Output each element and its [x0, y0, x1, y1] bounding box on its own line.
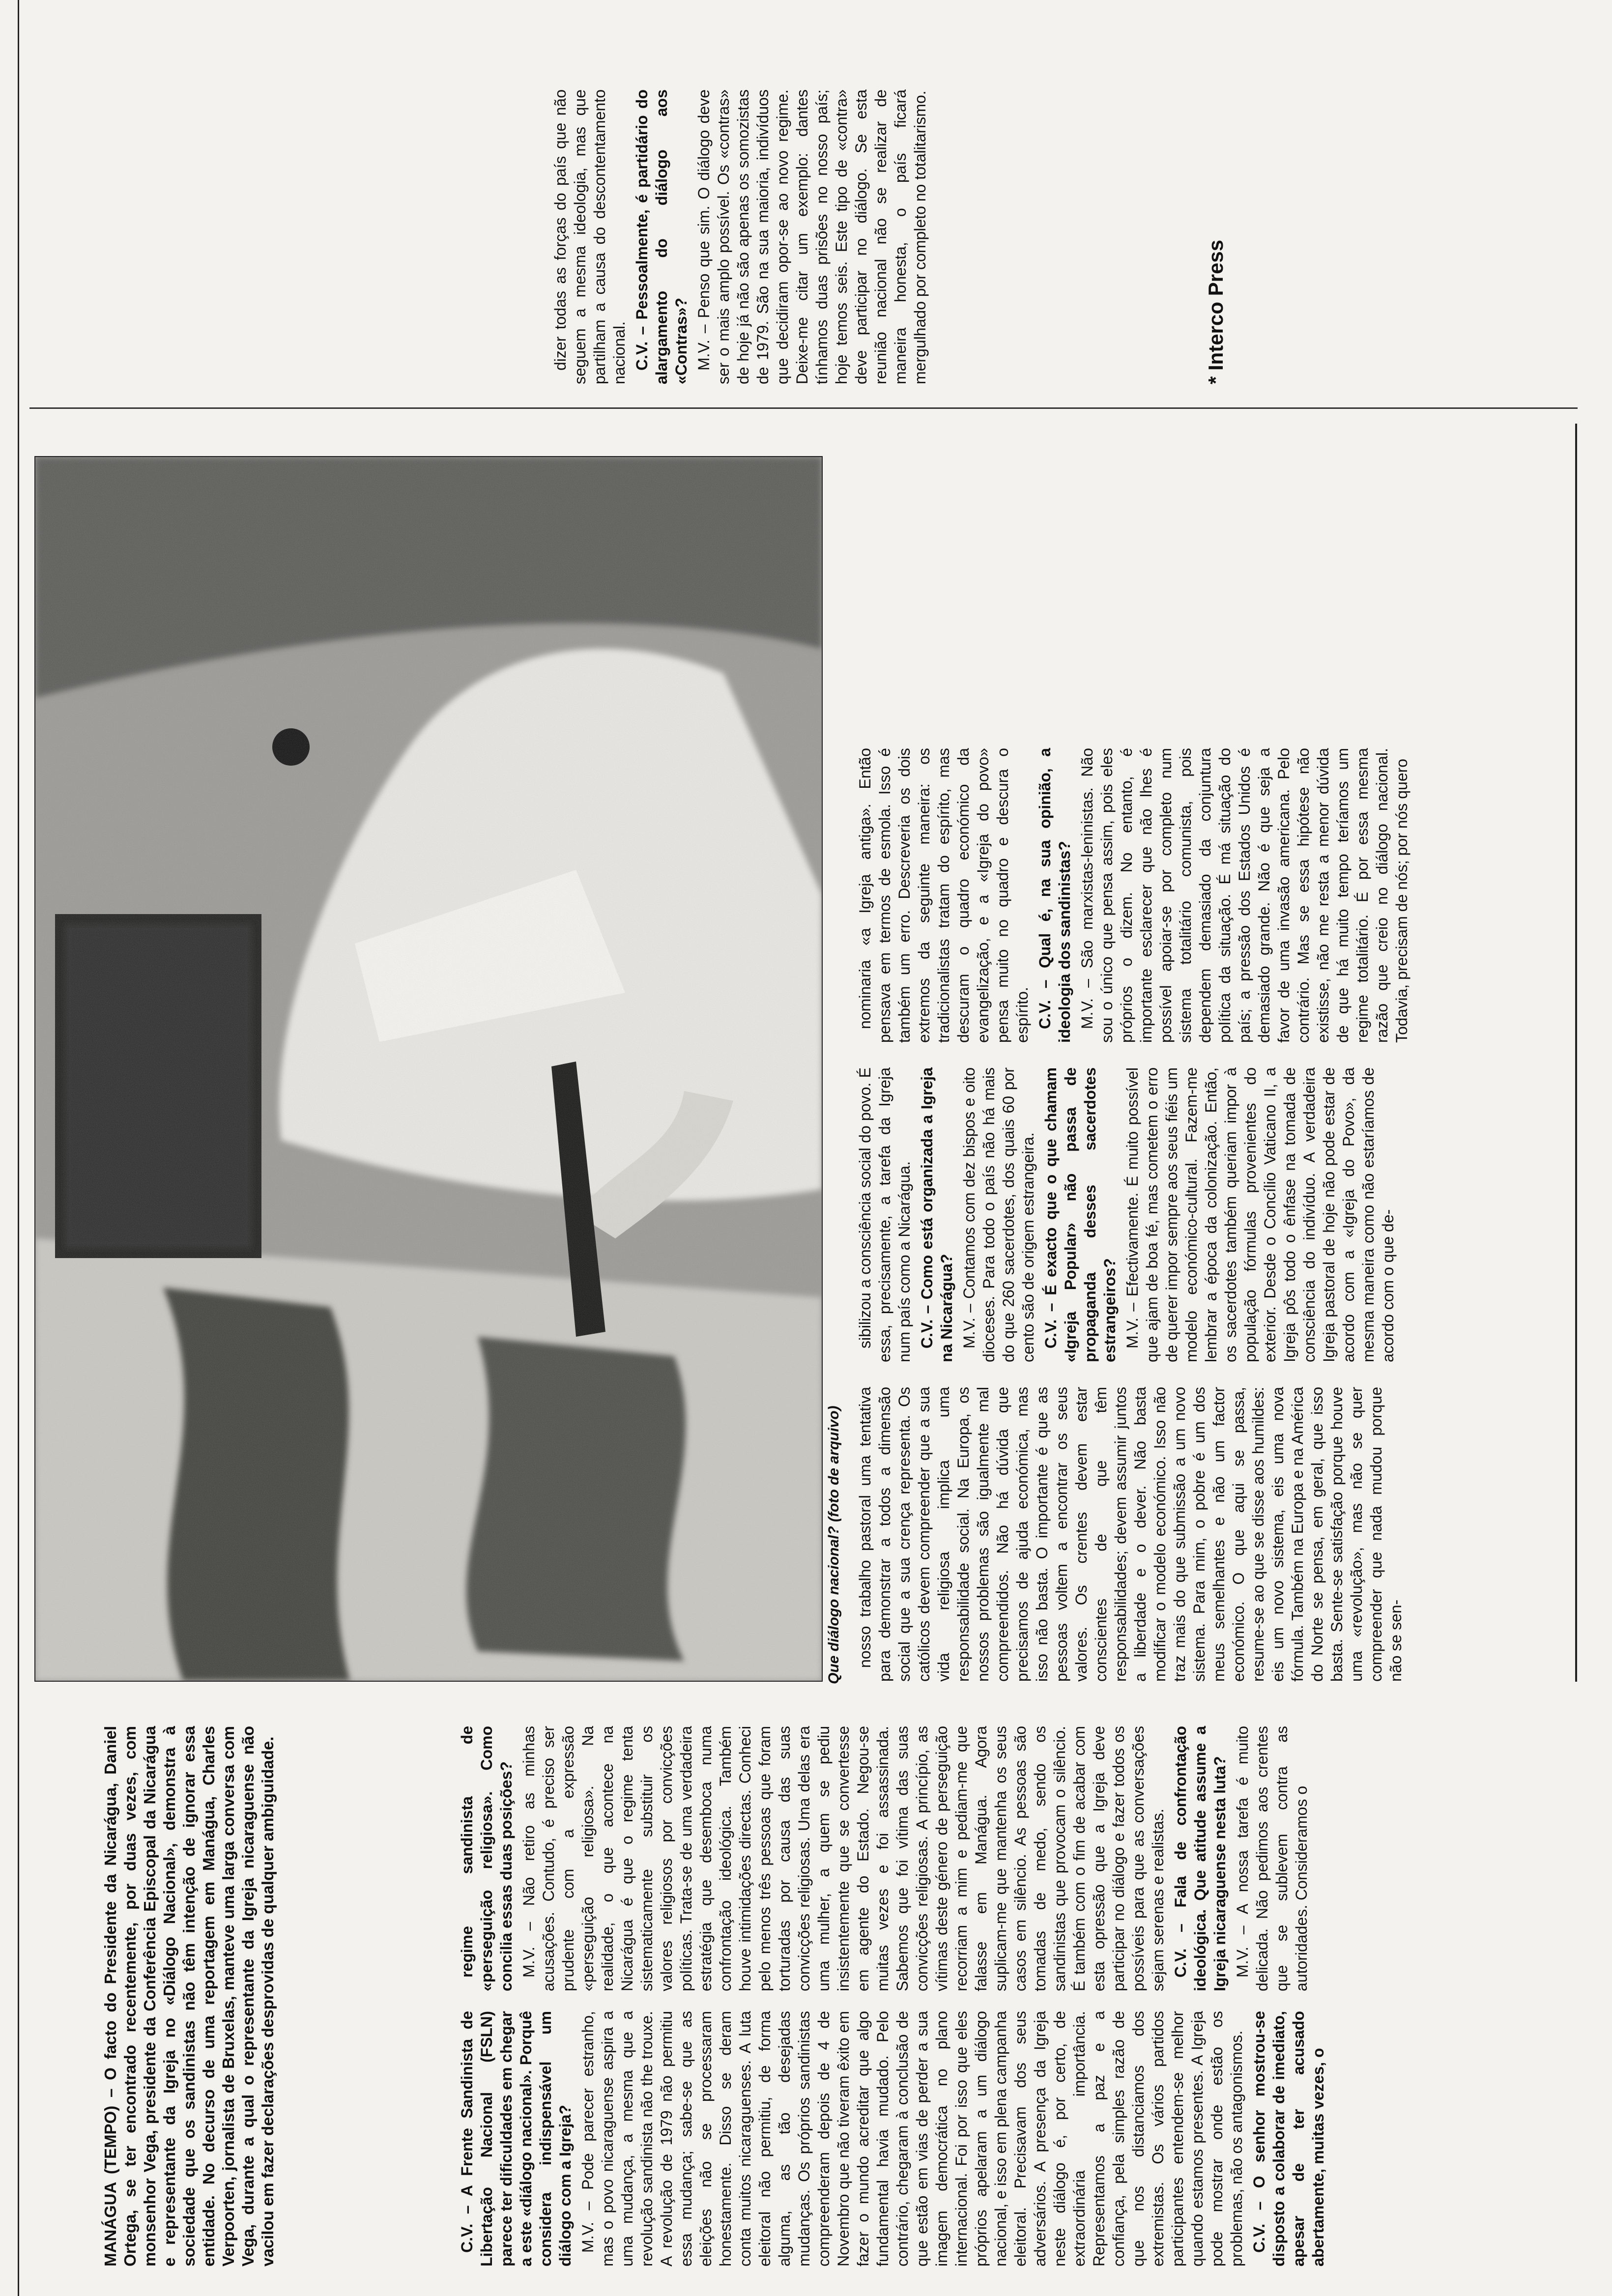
paragraph: M.V. – Não retiro as minhas acusações. Contudo, é preciso ser prudente com a expressão «perseguição religiosa». Na realidade, o que acontece na Nicarágua é que o regime tenta sistematicamente substituir os valores religiosos por convicções políticas. Trata-se de uma verdadeira estratégia que desemboca numa confrontação ideológica. Também houve intimidações directas. Conheci pelo menos três pessoas que foram torturadas por causa das suas convicções religiosas. Uma delas era uma mulher, a quem se pediu insistentemente que se convertesse em agente do Estado. Negou-se muitas vezes e foi assassinada. Sabemos que foi vítima das suas convicções religiosas. A princípio, as vítimas deste género de perseguição recorriam a mim e pediam-me que falasse em Manágua. Agora suplicam-me que mantenha os seus casos em silêncio. As pessoas são tomadas de medo, sendo os sandinistas que provocam o silêncio. É também com o fim de acabar com esta opressão que a Igreja deve participar no diálogo e fazer todos os possíveis para que as conversações sejam serenas e realistas.: [520, 1726, 1167, 1991]
paragraph: M.V. – Contamos com dez bispos e oito dioceses. Para todo o país não há mais do que 260 sacerdotes, dos quais 60 por cento são de origem estrangeira.: [960, 1067, 1037, 1362]
column-2: [457, 1726, 1314, 1991]
photo-illustration: [35, 457, 822, 1681]
paragraph: M.V. – São marxistas-leninistas. Não sou o único que pensa assim, pois eles próprios o dizem. No entanto, é importante esclarecer que não lhes é possível apoiar-se por completo num sistema totalitário comunista, pois dependem demasiado da conjuntura política da situação. É má situação do país; a pressão dos Estados Unidos é demasiado grande. Não é que seja a favor de uma invasão americana. Pelo contrário. Mas se essa hipótese não existisse, não me resta a menor dúvida de que há muito tempo teríamos um regime totalitário. É por essa mesma razão que creio no diálogo nacional. Todavia, precisam de nós; por nós quero: [1078, 748, 1410, 1043]
paragraph: C.V. – A Frente Sandinista de Libertação Nacional (FSLN) parece ter dificuldades em chegar a este «diálogo nacional». Porquê considera indispensável um diálogo com a Igreja?: [458, 2011, 574, 2267]
column-5: [855, 748, 1414, 1043]
column-6: [550, 89, 933, 384]
paragraph: C.V. – É exacto que o que chamam «Igreja Popular» não passa de propaganda desses sacerdotes estrangeiros?: [1042, 1067, 1119, 1362]
paragraph: regime sandinista de «perseguição religiosa». Como concilia essas duas posições?: [458, 1726, 515, 1991]
photo-caption: Que diálogo nacional? (foto de arquivo): [826, 1406, 842, 1684]
paragraph: C.V. – Fala de confrontação ideológica. Que atitude assume a Igreja nicaraguense nesta luta?: [1172, 1726, 1229, 1991]
column-4: [855, 1067, 1401, 1362]
column-divider: [29, 407, 1578, 409]
top-rule: [18, 0, 19, 2296]
paragraph: M.V. – Penso que sim. O diálogo deve ser o mais amplo possível. Os «contras» de hoje já não são apenas os somozistas de 1979. São na sua maioria, indivíduos que decidiram opor-se ao novo regime. Deixe-me citar um exemplo: dantes tínhamos duas prisões no nosso país; hoje temos seis. Este tipo de «contra» deve participar no diálogo. Se esta reunião nacional não se realizar de maneira honesta, o país ficará mergulhado por completo no totalitarismo.: [695, 89, 929, 384]
paragraph: nosso trabalho pastoral uma tentativa para demonstrar a todos a dimensão social que a sua crença representa. Os católicos devem compreender que a sua vida religiosa implica uma responsabilidade social. Na Europa, os nossos problemas são igualmente mal compreendidos. Não há dúvida que precisamos de ajuda económica, mas isso não basta. O importante é que as pessoas voltem a encontrar os seus valores. Os crentes devem estar conscientes de que têm responsabilidades; devem assumir juntos a liberdade e o dever. Não basta modificar o modelo económico. Isso não traz mais do que submissão a um novo sistema. Para mim, o pobre é um dos meus semelhantes e não um factor económico. O que aqui se passa, resume-se ao que se disse aos humildes: eis um novo sistema, eis uma nova fórmula. Também na Europa e na América do Norte se pensa, em geral, que isso basta. Sente-se satisfação porque houve uma «revolução», mas não se quer compreender que nada mudou porque não se sen-: [856, 1387, 1405, 1682]
paragraph: M.V. – A nossa tarefa é muito delicada. Não pedimos aos crentes que se sublevem contra as autoridades. Consideramos o: [1234, 1726, 1310, 1991]
column-3: [855, 1387, 1409, 1682]
paragraph: M.V. – Pode parecer estranho, mas o povo nicaraguense aspira a uma mudança, a mesma que a revolução sandinista não the trouxe. A revolução de 1979 não permitiu essa mudança; sabe-se que as eleições não se processaram honestamente. Disso se deram conta muitos nicaraguenses. A luta eleitoral não permitiu, de forma alguma, as tão desejadas mudanças. Os próprios sandinistas compreenderam depois de 4 de Novembro que não tiveram êxito em fazer o mundo acreditar que algo fundamental havia mudado. Pelo contrário, chegaram à conclusão de que estão em vias de perder a sua imagem democrática no plano internacional. Foi por isso que eles próprios apelaram a um diálogo nacional, e isso em plena campanha eleitoral. Precisavam dos seus adversários. A presença da Igreja neste diálogo é, por certo, de extraordinária importância. Representamos a paz e a confiança, pela simples razão de que nos distanciamos dos extremistas. Os vários partidos participantes entendem-se melhor quando estamos presentes. A Igreja pode mostrar onde estão os problemas, não os antagonismos.: [579, 2011, 1245, 2267]
paragraph: C.V. – Como está organizada a Igreja na Nicarágua?: [918, 1067, 955, 1362]
signature: * Interco Press: [1204, 239, 1227, 384]
paragraph: dizer todas as forças do país que não seguem a mesma ideologia, mas que partilham a causa do descontentamento nacional.: [551, 89, 628, 384]
paragraph: sibilizou a consciência social do povo. É essa, precisamente, a tarefa da Igreja num país como a Nicarágua.: [856, 1067, 913, 1362]
paragraph: nominaria «a Igreja antiga». Então pensava em termos de esmola. Isso é também um erro. Descreveria os dois extremos da seguinte maneira: os tradicionalistas tratam do espírito, mas descuram o quadro económico da evangelização, e a «Igreja do povo» pensa muito no quadro e descura o espírito.: [856, 748, 1031, 1043]
paragraph: C.V. – Qual é, na sua opinião, a ideologia dos sandinistas?: [1036, 748, 1073, 1043]
paragraph: C.V. – O senhor mostrou-se disposto a colaborar de imediato, apesar de ter acusado abertamente, muitas vezes, o: [1250, 2011, 1327, 2267]
archive-photo: [34, 456, 823, 1682]
column-1: [457, 2011, 1331, 2267]
paragraph: C.V. – Pessoalmente, é partidário do alargamento do diálogo aos «Contras»?: [633, 89, 690, 384]
paragraph: M.V. – Efectivamente. É muito possível que ajam de boa fé, mas cometem o erro de querer impor sempre aos seus fiéis um modelo económico-cultural. Fazem-me lembrar a época da colonização. Então, os sacerdotes também queriam impor à população fórmulas provenientes do exterior. Desde o Concílio Vaticano II, a Igreja pôs todo o ênfase na tomada de consciência do indivíduo. A verdadeira Igreja pastoral de hoje não pode estar de acordo com a «Igreja do Povo», da mesma maneira como não estaríamos de acordo com o que de-: [1123, 1067, 1397, 1362]
article-intro: MANÁGUA (TEMPO) – O facto do Presidente da Nicarágua, Daniel Ortega, se ter encontrado recentemente, por duas vezes, com monsenhor Vega, presidente da Conferência Episcopal da Nicarágua e representante da Igreja no «Diálogo Nacional», demonstra à sociedade que os sandinistas não têm intenção de ignorar essa entidade. No decurso de uma reportagem em Manágua, Charles Verpoorten, jornalista de Bruxelas, manteve uma larga conversa com Vega, durante a qual o representante da Igreja nicaraguense não vacilou em fazer declarações desprovidas de qualquer ambiguidade.: [101, 1726, 277, 2267]
bottom-rule: [1575, 424, 1577, 1682]
